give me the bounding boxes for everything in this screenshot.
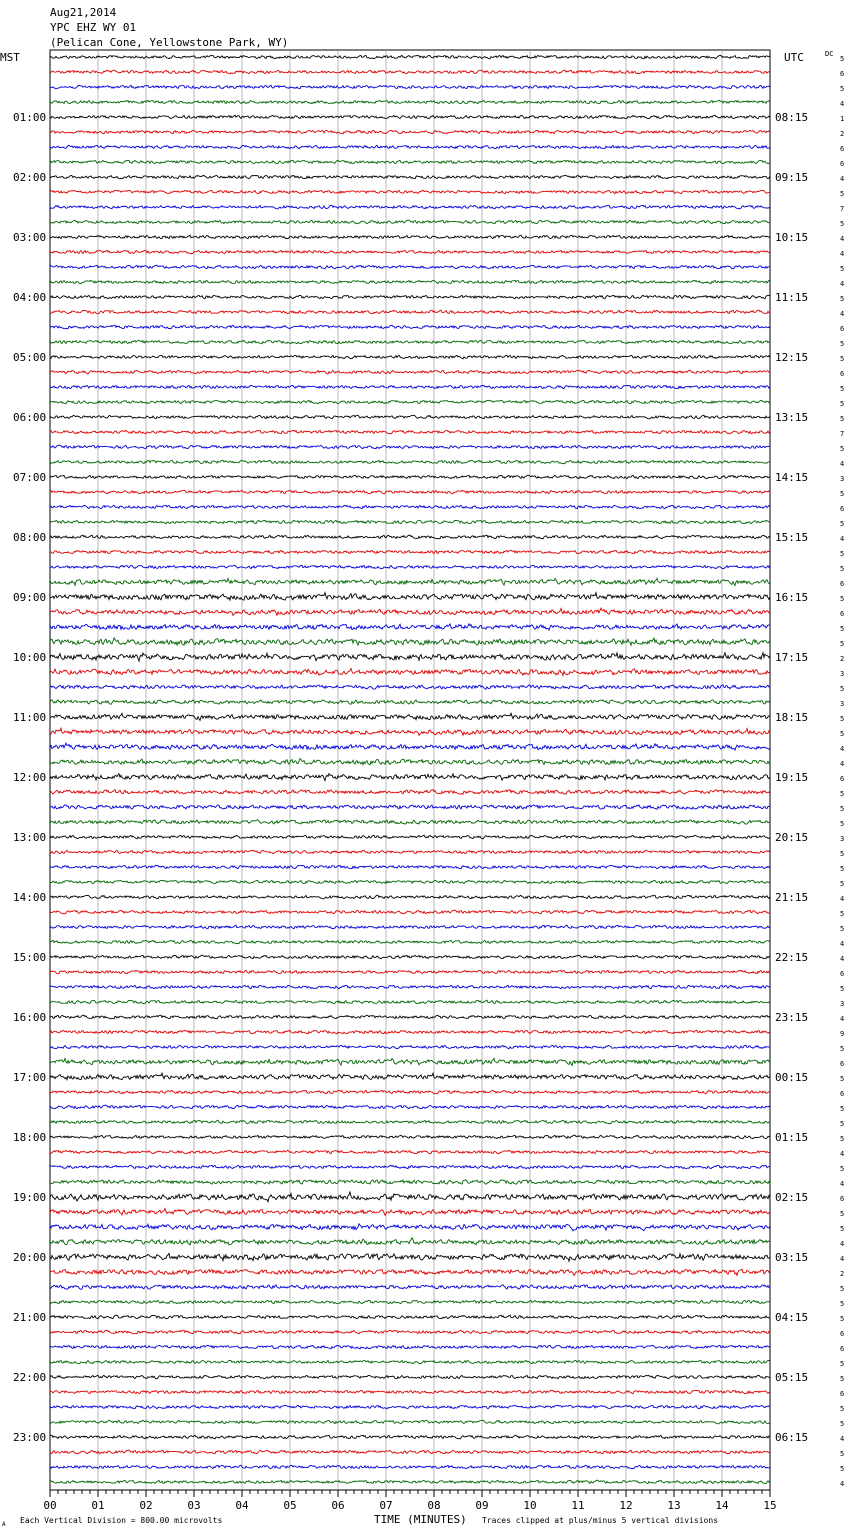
dc-offset-value: 5 [840,805,845,813]
seismic-trace [50,415,770,419]
mst-hour-label: 07:00 [13,471,47,484]
dc-offset-value: 5 [840,865,845,873]
seismic-trace [50,1180,770,1184]
utc-hour-label: 01:15 [775,1131,809,1144]
mst-hour-label: 13:00 [13,831,47,844]
dc-offset-value: 6 [840,1195,845,1203]
dc-offset-value: 3 [840,670,845,678]
dc-offset-value: 4 [840,535,845,543]
dc-offset-value: 5 [840,1465,845,1473]
seismic-trace [50,1253,770,1261]
dc-offset-value: 4 [840,250,845,258]
seismic-trace [50,1285,770,1289]
seismic-trace [50,430,770,434]
utc-hour-label: 09:15 [775,171,809,184]
seismic-trace [50,805,770,809]
seismic-trace [50,475,770,478]
dc-offset-value: 4 [840,175,845,183]
seismic-trace [50,1000,770,1003]
dc-offset-value: 5 [840,850,845,858]
dc-offset-value: 6 [840,325,845,333]
dc-offset-value: 6 [840,1060,845,1068]
mst-hour-label: 23:00 [13,1431,47,1444]
dc-offset-value: 4 [840,760,845,768]
dc-offset-value: 3 [840,1000,845,1008]
seismic-trace [50,1345,770,1349]
utc-axis-label: UTC [784,51,804,64]
dc-offset-value: 5 [840,910,845,918]
dc-offset-value: 3 [840,475,845,483]
utc-hour-label: 06:15 [775,1431,809,1444]
mst-hour-label: 02:00 [13,171,47,184]
seismic-trace [50,205,770,209]
dc-offset-value: 5 [840,385,845,393]
dc-offset-value: 5 [840,1120,845,1128]
mst-hour-label: 20:00 [13,1251,47,1264]
mst-hour-label: 22:00 [13,1371,47,1384]
clip-note: Traces clipped at plus/minus 5 vertical divisions [482,1516,719,1525]
seismic-trace [50,520,770,523]
seismic-trace [50,565,770,568]
dc-offset-value: 4 [840,895,845,903]
seismic-trace [50,1330,770,1334]
dc-offset-value: 4 [840,940,845,948]
dc-offset-value: 5 [840,595,845,603]
mst-axis-label: MST [0,51,20,64]
mst-hour-label: 01:00 [13,111,47,124]
seismic-trace [50,280,770,283]
dc-offset-value: 5 [840,220,845,228]
dc-offset-value: 3 [840,835,845,843]
seismic-trace [50,250,770,253]
seismic-trace [50,1015,770,1019]
time-tick-label: 07 [379,1499,393,1512]
time-tick-label: 11 [571,1499,585,1512]
mst-hour-label: 09:00 [13,591,47,604]
seismic-trace [50,175,770,178]
utc-hour-label: 04:15 [775,1311,809,1324]
seismic-trace [50,1105,770,1109]
dc-offset-value: 3 [840,700,845,708]
utc-hour-label: 00:15 [775,1071,809,1084]
dc-offset-value: 5 [840,880,845,888]
dc-offset-value: 5 [840,295,845,303]
seismic-trace [50,1360,770,1363]
seismic-trace [50,1073,770,1079]
seismic-trace [50,325,770,329]
mst-hour-label: 19:00 [13,1191,47,1204]
seismic-trace [50,1238,770,1245]
seismic-trace [50,910,770,914]
dc-offset-value: 5 [840,1420,845,1428]
dc-offset-value: 6 [840,580,845,588]
seismic-trace [50,759,770,765]
dc-offset-value: 4 [840,310,845,318]
time-tick-label: 01 [91,1499,105,1512]
seismic-trace [50,265,770,269]
time-tick-label: 00 [43,1499,57,1512]
record-date: Aug21,2014 [50,6,117,19]
seismic-trace [50,895,770,899]
dc-offset-value: 2 [840,130,845,138]
dc-offset-value: 5 [840,1300,845,1308]
dc-offset-value: 5 [840,490,845,498]
seismic-trace [50,685,770,689]
dc-offset-value: 4 [840,745,845,753]
dc-offset-value: 5 [840,565,845,573]
seismic-trace [50,370,770,374]
seismic-trace [50,535,770,539]
seismic-trace [50,728,770,735]
seismic-trace [50,820,770,824]
dc-offset-value: 5 [840,1315,845,1323]
time-tick-label: 06 [331,1499,345,1512]
dc-offset-value: 7 [840,205,845,213]
seismic-trace [50,638,770,645]
seismic-trace [50,850,770,853]
seismic-trace [50,1045,770,1048]
seismic-trace [50,1150,770,1153]
seismic-trace [50,1465,770,1469]
seismic-trace [50,355,770,358]
time-tick-label: 03 [187,1499,201,1512]
time-tick-label: 02 [139,1499,153,1512]
seismic-trace [50,550,770,554]
dc-label: DC [825,50,834,58]
mst-hour-label: 05:00 [13,351,47,364]
mst-hour-label: 21:00 [13,1311,47,1324]
seismic-trace [50,880,770,883]
seismic-trace [50,340,770,344]
time-tick-label: 09 [475,1499,489,1512]
utc-hour-label: 16:15 [775,591,809,604]
seismic-trace [50,70,770,74]
utc-hour-labels [775,111,808,1444]
dc-offset-value: 4 [840,955,845,963]
station-code: YPC EHZ WY 01 [50,21,137,34]
utc-hour-label: 21:15 [775,891,809,904]
dc-offset-value: 5 [840,400,845,408]
dc-offset-value: 4 [840,460,845,468]
dc-offset-value: 5 [840,1165,845,1173]
utc-hour-label: 08:15 [775,111,809,124]
dc-offset-value: 5 [840,790,845,798]
time-axis [43,1490,776,1512]
mst-hour-label: 14:00 [13,891,47,904]
time-tick-label: 08 [427,1499,441,1512]
seismic-trace [50,1450,770,1454]
dc-offset-value: 2 [840,1270,845,1278]
dc-offset-value: 5 [840,550,845,558]
dc-offset-value: 5 [840,730,845,738]
dc-offset-value: 5 [840,820,845,828]
mst-hour-label: 17:00 [13,1071,47,1084]
seismic-trace [50,653,770,661]
dc-offset-value: 5 [840,685,845,693]
dc-offset-value: 5 [840,265,845,273]
seismic-trace [50,593,770,601]
utc-hour-label: 02:15 [775,1191,809,1204]
dc-offset-value: 5 [840,355,845,363]
dc-offset-value: 5 [840,715,845,723]
seismic-trace [50,713,770,720]
seismic-trace [50,190,770,193]
time-tick-label: 13 [667,1499,681,1512]
vertical-scale-note: Each Vertical Division = 800.00 microvolts [20,1516,223,1525]
dc-offset-value: 4 [840,1255,845,1263]
seismic-trace [50,1420,770,1424]
seismic-traces [50,55,770,1483]
dc-offset-value: 5 [840,55,845,63]
dc-offset-value: 5 [840,520,845,528]
dc-offset-value: 6 [840,610,845,618]
dc-offset-value: 4 [840,1150,845,1158]
seismic-trace [50,743,770,750]
dc-offset-value: 5 [840,1210,845,1218]
dc-offset-value: 5 [840,85,845,93]
mst-hour-label: 12:00 [13,771,47,784]
dc-offset-value: 5 [840,1405,845,1413]
utc-hour-label: 12:15 [775,351,809,364]
time-tick-label: 10 [523,1499,537,1512]
dc-offset-value: 5 [840,415,845,423]
mst-hour-label: 10:00 [13,651,47,664]
seismic-trace [50,1090,770,1094]
seismic-trace [50,490,770,493]
dc-offset-value: 4 [840,1015,845,1023]
dc-offset-value: 6 [840,1345,845,1353]
utc-hour-label: 13:15 [775,411,809,424]
seismic-trace [50,1375,770,1379]
mst-hour-label: 18:00 [13,1131,47,1144]
dc-offset-value: 6 [840,145,845,153]
seismic-trace [50,1224,770,1231]
seismic-trace [50,1135,770,1138]
utc-hour-label: 05:15 [775,1371,809,1384]
seismic-trace [50,608,770,615]
seismic-trace [50,160,770,163]
seismic-trace [50,445,770,449]
dc-offset-value: 5 [840,340,845,348]
mst-hour-labels [13,111,46,1444]
seismic-trace [50,925,770,928]
seismic-trace [50,940,770,943]
seismic-trace [50,460,770,464]
seismic-trace [50,1435,770,1439]
mst-hour-label: 11:00 [13,711,47,724]
seismic-trace [50,669,770,676]
mst-hour-label: 03:00 [13,231,47,244]
seismic-trace [50,235,770,238]
dc-offset-value: 5 [840,1045,845,1053]
dc-offset-value: 5 [840,985,845,993]
seismic-trace [50,130,770,133]
dc-offset-value: 6 [840,1090,845,1098]
dc-offset-value: 6 [840,160,845,168]
seismic-trace [50,1300,770,1303]
dc-offset-value: 1 [840,115,845,123]
dc-offset-value: 5 [840,1450,845,1458]
dc-offset-value: 5 [840,640,845,648]
dc-offset-value: 4 [840,100,845,108]
seismic-trace [50,220,770,224]
dc-offset-column [840,55,844,1488]
seismic-trace [50,700,770,704]
seismic-trace [50,295,770,298]
dc-offset-value: 5 [840,445,845,453]
seismic-trace [50,1030,770,1034]
dc-offset-value: 4 [840,1240,845,1248]
mst-hour-label: 16:00 [13,1011,47,1024]
utc-hour-label: 18:15 [775,711,809,724]
utc-hour-label: 22:15 [775,951,809,964]
station-location: (Pelican Cone, Yellowstone Park, WY) [50,36,289,49]
dc-offset-value: 5 [840,1360,845,1368]
utc-hour-label: 14:15 [775,471,809,484]
seismic-trace [50,1480,770,1483]
utc-hour-label: 15:15 [775,531,809,544]
seismic-trace [50,790,770,795]
time-tick-label: 12 [619,1499,633,1512]
utc-hour-label: 10:15 [775,231,809,244]
dc-offset-value: 5 [840,190,845,198]
dc-offset-value: 6 [840,775,845,783]
mst-hour-label: 04:00 [13,291,47,304]
dc-offset-value: 5 [840,1225,845,1233]
seismic-trace [50,1209,770,1216]
seismic-trace [50,85,770,88]
dc-offset-value: 6 [840,505,845,513]
dc-offset-value: 4 [840,1180,845,1188]
dc-offset-value: 5 [840,1375,845,1383]
utc-hour-label: 03:15 [775,1251,809,1264]
dc-offset-value: 9 [840,1030,845,1038]
seismic-trace [50,55,770,58]
seismic-trace [50,1165,770,1168]
seismic-trace [50,115,770,118]
seismic-trace [50,145,770,148]
corner-mark: A [2,1521,6,1528]
seismic-trace [50,985,770,988]
mst-hour-label: 06:00 [13,411,47,424]
seismic-trace [50,955,770,958]
time-tick-label: 14 [715,1499,729,1512]
seismic-trace [50,970,770,974]
seismic-trace [50,865,770,868]
time-tick-label: 05 [283,1499,297,1512]
seismic-trace [50,1120,770,1124]
utc-hour-label: 23:15 [775,1011,809,1024]
dc-offset-value: 5 [840,925,845,933]
seismic-trace [50,1058,770,1065]
dc-offset-value: 4 [840,1480,845,1488]
dc-offset-value: 2 [840,655,845,663]
seismic-trace [50,1390,770,1393]
dc-offset-value: 5 [840,1105,845,1113]
time-tick-label: 15 [763,1499,777,1512]
seismic-trace [50,505,770,508]
dc-offset-value: 5 [840,1075,845,1083]
utc-hour-label: 11:15 [775,291,809,304]
seismic-trace [50,1405,770,1408]
dc-offset-value: 4 [840,1435,845,1443]
dc-offset-value: 7 [840,430,845,438]
dc-offset-value: 4 [840,280,845,288]
seismic-trace [50,100,770,103]
mst-hour-label: 08:00 [13,531,47,544]
time-tick-label: 04 [235,1499,249,1512]
time-axis-title: TIME (MINUTES) [374,1513,467,1526]
seismic-trace [50,835,770,839]
utc-hour-label: 19:15 [775,771,809,784]
seismic-trace [50,1269,770,1275]
seismic-trace [50,774,770,781]
dc-offset-value: 5 [840,1285,845,1293]
seismic-trace [50,385,770,388]
dc-offset-value: 6 [840,970,845,978]
dc-offset-value: 5 [840,625,845,633]
dc-offset-value: 6 [840,1390,845,1398]
dc-offset-value: 4 [840,235,845,243]
utc-hour-label: 20:15 [775,831,809,844]
utc-hour-label: 17:15 [775,651,809,664]
dc-offset-value: 5 [840,1135,845,1143]
mst-hour-label: 15:00 [13,951,47,964]
seismic-trace [50,1192,770,1202]
seismic-trace [50,578,770,585]
dc-offset-value: 6 [840,70,845,78]
dc-offset-value: 6 [840,1330,845,1338]
dc-offset-value: 6 [840,370,845,378]
seismic-trace [50,400,770,403]
seismic-trace [50,1315,770,1318]
seismic-trace [50,624,770,630]
seismic-trace [50,310,770,314]
